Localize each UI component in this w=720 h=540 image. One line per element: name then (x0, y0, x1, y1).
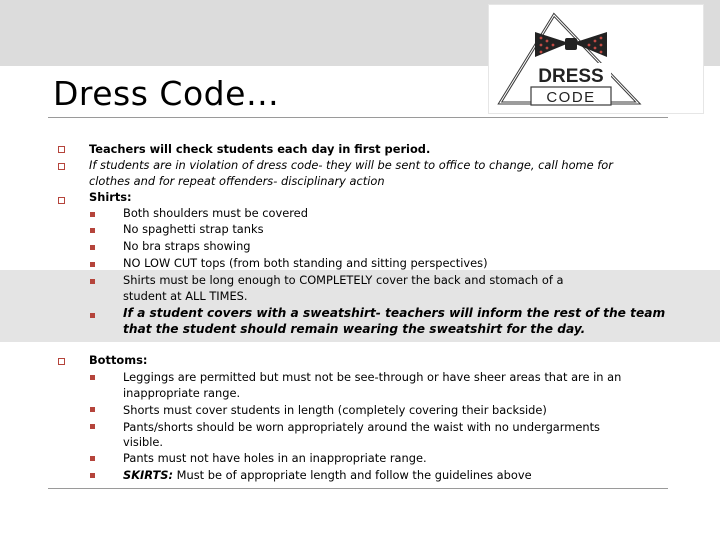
bullet-icon (90, 228, 95, 233)
title-divider (48, 117, 668, 118)
bullet-icon (90, 313, 95, 318)
svg-text:CODE: CODE (546, 89, 596, 106)
section-heading-bottoms: Bottoms: (89, 353, 148, 367)
bow-tie-icon (535, 32, 607, 57)
logo-graphic (489, 5, 703, 113)
slide-title: Dress Code… (53, 74, 280, 113)
list-item: Shirts must be long enough to COMPLETELY cover the back and stomach of a (123, 273, 564, 287)
list-item-cont: student at ALL TIMES. (123, 289, 248, 303)
bullet-icon (90, 279, 95, 284)
bullet-icon (90, 262, 95, 267)
bullet-icon (90, 473, 95, 478)
list-item: If students are in violation of dress code- they will be sent to office to change, call home for (89, 158, 613, 172)
list-item: Pants/shorts should be worn appropriately around the waist with no undergarments (123, 420, 600, 434)
bullet-icon (90, 212, 95, 217)
skirts-text: Must be of appropriate length and follow the guidelines above (173, 468, 532, 482)
list-item: NO LOW CUT tops (from both standing and sitting perspectives) (123, 256, 488, 270)
list-item-cont: that the student should remain wearing the sweatshirt for the day. (123, 322, 586, 336)
section-heading-shirts: Shirts: (89, 190, 132, 204)
list-item: Teachers will check students each day in first period. (89, 142, 431, 156)
bullet-icon (90, 407, 95, 412)
bullet-square-icon (58, 197, 65, 204)
skirts-label: SKIRTS: (123, 468, 174, 482)
list-item: Shorts must cover students in length (completely covering their backside) (123, 403, 547, 417)
svg-text:DRESS: DRESS (538, 66, 604, 87)
bullet-square-icon (58, 358, 65, 365)
bullet-square-icon (58, 146, 65, 153)
list-item: No spaghetti strap tanks (123, 222, 264, 236)
bullet-icon (90, 375, 95, 380)
bullet-icon (90, 456, 95, 461)
bullet-square-icon (58, 163, 65, 170)
list-item-cont: clothes and for repeat offenders- disciplinary action (89, 174, 385, 188)
list-item-cont: inappropriate range. (123, 386, 241, 400)
list-item: No bra straps showing (123, 239, 251, 253)
bullet-icon (90, 245, 95, 250)
list-item: Leggings are permitted but must not be see-through or have sheer areas that are in an (123, 370, 622, 384)
bullet-icon (90, 424, 95, 429)
list-item-cont: visible. (123, 435, 164, 449)
list-item: Both shoulders must be covered (123, 206, 308, 220)
bottom-divider (48, 488, 668, 489)
list-item: Pants must not have holes in an inappropriate range. (123, 451, 427, 465)
list-item (123, 467, 532, 483)
list-item: If a student covers with a sweatshirt- teachers will inform the rest of the team (123, 306, 666, 320)
dress-code-logo (488, 4, 704, 114)
